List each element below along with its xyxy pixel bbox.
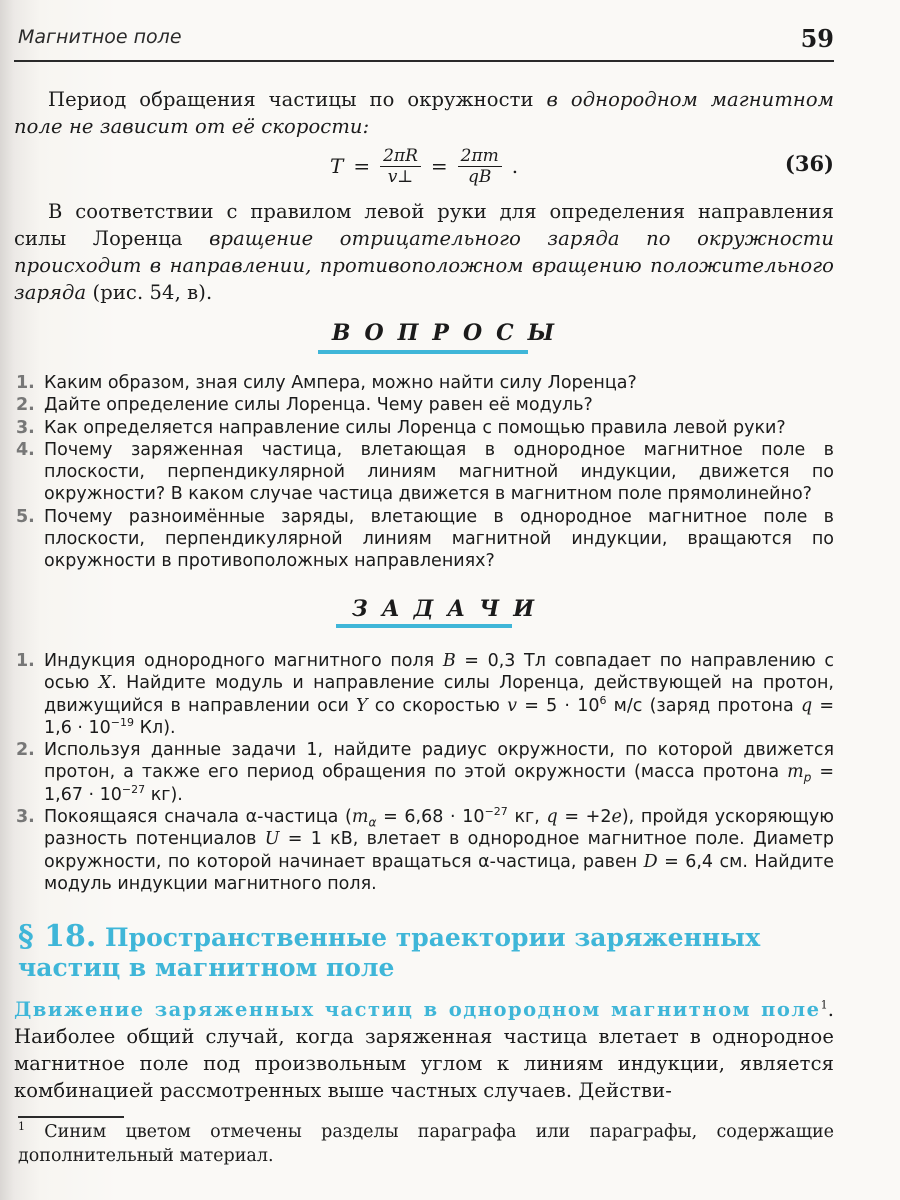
section-subheading: Движение заряженных частиц в однородном магнитном поле: [14, 998, 821, 1021]
formula-end: .: [511, 154, 519, 178]
task-text: = 6,4 см. Найдите модуль индукции магнитного поля.: [44, 851, 835, 894]
formula-equals-1: =: [353, 154, 371, 178]
question-number: 1.: [16, 373, 35, 393]
math-variable: Y: [356, 695, 368, 716]
equation-number: (36): [784, 151, 834, 176]
math-variable: D: [643, 851, 658, 872]
exponent: 6: [599, 693, 607, 707]
math-variable: q: [546, 807, 558, 828]
tasks-list: [14, 650, 834, 895]
footnote-text: Синим цветом отмечены разделы параграфа или параграфы, содержащие дополнительный материал.: [18, 1122, 834, 1166]
question-number: 5.: [16, 506, 35, 527]
formula-lhs: T: [330, 154, 344, 178]
task-number: 2.: [16, 740, 35, 761]
exponent: −19: [110, 716, 135, 730]
question-number: 2.: [16, 395, 35, 416]
task-number: 3.: [16, 807, 35, 828]
intro-paragraph-2: [14, 198, 834, 306]
question-item: [14, 372, 834, 394]
task-text: Индукция однородного магнитного поля: [44, 651, 443, 671]
fraction-1-denominator: v⊥: [387, 166, 414, 187]
section-body: Движение заряженных частиц в однородном магнитном поле$^1$. Наиболее общий случай, когда заряженная частица влетает в однородное магнитное поле под произвольным углом к линиям индукции, является комбинацией рассмотренных выше частных случаев. Действи-: [14, 998, 834, 1102]
task-text: = +2: [557, 807, 612, 828]
question-text: Почему заряженная частица, влетающая в однородное магнитное поле в плоскости, перпендикулярной линиям магнитной индукции, движется по окружности? В каком случае частица движется в магнитном поле прямолинейно?: [44, 439, 834, 505]
math-variable: e: [611, 807, 622, 828]
task-text: = 1 кВ, влетает в однородное магнитное поле. Диаметр окружности, по которой начинает вращаться α-частица, равен: [44, 829, 834, 872]
task-text: Покоящаяся сначала α-частица (: [44, 807, 352, 828]
math-variable: m: [351, 807, 369, 828]
fraction-1-numerator: 2πR: [380, 146, 421, 167]
question-number: 3.: [16, 417, 35, 438]
math-variable: v: [507, 695, 518, 716]
questions-underline: [318, 350, 528, 354]
task-text: кг).: [145, 784, 183, 805]
task-text: = 1,6 · 10: [44, 695, 835, 738]
question-text: Дайте определение силы Лоренца. Чему равен её модуль?: [44, 395, 593, 416]
task-text: = 0,3 Тл совпадает по направлению с осью: [44, 651, 834, 694]
header-rule: [14, 60, 834, 62]
section-title-text: Пространственные траектории заряженных частиц в магнитном поле: [18, 923, 761, 982]
task-text: кг,: [507, 807, 547, 828]
tasks-heading: ЗАДАЧИ: [351, 596, 549, 622]
math-variable: U: [264, 829, 280, 850]
question-number: 4.: [16, 439, 35, 460]
intro-p2-text: В соответствии с правилом левой руки для определения направления силы Лоренца: [14, 200, 834, 250]
period-formula: [330, 143, 522, 189]
footnote-mark: 1: [18, 1120, 25, 1134]
math-variable: X: [98, 673, 112, 694]
task-text: = 6,68 · 10: [376, 807, 485, 828]
tasks-underline: [336, 624, 512, 628]
section-symbol: § 18.: [18, 919, 97, 954]
question-item: [14, 439, 834, 506]
task-text: = 1,67 · 10: [44, 762, 834, 805]
question-text: Каким образом, зная силу Ампера, можно найти силу Лоренца?: [44, 373, 637, 393]
intro-paragraph-1: [14, 86, 834, 140]
task-text: ), пройдя ускоряющую разность потенциалов: [44, 807, 835, 850]
question-text: Как определяется направление силы Лоренца с помощью правила левой руки?: [44, 417, 786, 438]
formula-equals-2: =: [430, 154, 448, 178]
section-title: [18, 919, 838, 983]
questions-heading: ВОПРОСЫ: [331, 320, 569, 346]
fraction-2-denominator: qB: [468, 166, 492, 187]
question-item: [14, 506, 834, 573]
subscript: p: [803, 770, 812, 785]
page-number: 59: [800, 24, 834, 53]
task-text: м/с (заряд протона: [606, 695, 801, 716]
task-text: Используя данные задачи 1, найдите радиус окружности, по которой движется протон, а также его период обращения по этой окружности (масса протона: [44, 740, 834, 783]
intro-p2-emphasis: вращение отрицательного заряда по окружности происходит в направлении, противоположном вращению положительного заряда: [14, 227, 834, 304]
footnote: [18, 1120, 834, 1168]
fraction-2-numerator: 2πm: [458, 146, 502, 167]
question-item: [14, 394, 834, 416]
questions-list: [14, 372, 834, 573]
intro-p1-emphasis: в однородном магнитном поле не зависит от её скорости:: [14, 88, 834, 138]
task-text: . Найдите модуль и направление силы Лоренца, действующей на протон, движущийся в направлении оси: [44, 673, 834, 716]
running-title: Магнитное поле: [18, 26, 182, 48]
question-item: [14, 417, 834, 439]
intro-p2-tail: (рис. 54, в).: [86, 281, 213, 304]
task-text: со скоростью: [367, 695, 508, 716]
formula-fraction-1: [380, 146, 421, 187]
task-item: [14, 650, 834, 739]
footnote-rule: [18, 1116, 124, 1118]
task-text: Кл).: [134, 717, 176, 738]
task-item: [14, 806, 834, 895]
section-body-text: Наиболее общий случай, когда заряженная частица влетает в однородное магнитное поле под произвольным углом к линиям индукции, является комбинацией рассмотренных выше частных случаев. Действи-: [14, 1025, 834, 1102]
math-variable: q: [800, 695, 813, 716]
footnote-ref: 1: [820, 998, 828, 1012]
task-item: [14, 739, 834, 806]
exponent: −27: [121, 782, 146, 796]
subscript: α: [368, 815, 377, 830]
task-text: = 5 · 10: [517, 695, 600, 716]
formula-fraction-2: [458, 146, 502, 187]
exponent: −27: [484, 805, 508, 819]
math-variable: B: [442, 651, 456, 671]
math-variable: m: [787, 762, 804, 783]
question-text: Почему разноимённые заряды, влетающие в однородное магнитное поле в плоскости, перпендикулярной линиям магнитной индукции, вращаются по окружности в противоположных направлениях?: [44, 506, 834, 572]
task-number: 1.: [16, 651, 35, 671]
intro-p1-text: Период обращения частицы по окружности: [48, 88, 547, 111]
